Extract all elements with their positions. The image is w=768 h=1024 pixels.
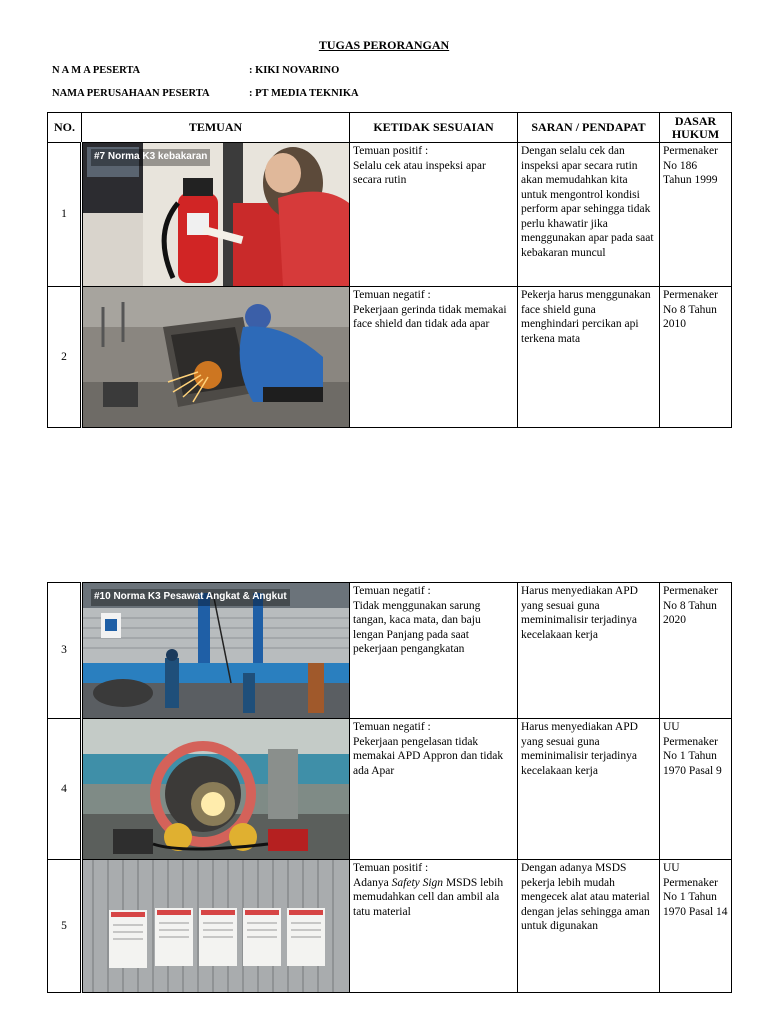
dasar-hukum-cell: Permenaker No 8 Tahun 2010 (660, 287, 732, 428)
msds-board-photo (83, 860, 349, 992)
finding-text: Pekerjaan gerinda tidak memakai face shield dan tidak ada apar (353, 303, 507, 330)
dasar-hukum-cell: Permenaker No 8 Tahun 2020 (660, 583, 732, 719)
findings-table-part-2 (47, 582, 732, 993)
header-saran: SARAN / PENDAPAT (518, 113, 660, 143)
finding-photo-grinding (82, 287, 350, 428)
table-header-row (48, 113, 732, 143)
table-row (48, 287, 732, 428)
participant-value: : KIKI NOVARINO (249, 65, 340, 76)
finding-photo-lifting (82, 583, 350, 719)
row-number: 5 (48, 860, 82, 993)
photo-caption-label: #7 Norma K3 kebakaran (91, 149, 210, 166)
ketidak-sesuaian-cell (350, 143, 518, 287)
table-row (48, 583, 732, 719)
finding-text-italic: Safety Sign (391, 876, 444, 889)
finding-text-suffix: MSDS lebih memudahkan cell dan ambil ala tatu material (353, 876, 504, 918)
ketidak-sesuaian-cell (350, 719, 518, 860)
finding-photo-fire-extinguisher (82, 143, 350, 287)
ketidak-sesuaian-cell (350, 583, 518, 719)
finding-photo-msds (82, 860, 350, 993)
header-no: NO. (48, 113, 82, 143)
finding-type: Temuan negatif : (353, 289, 431, 301)
welding-work-photo (83, 719, 349, 859)
saran-cell: Dengan adanya MSDS pekerja lebih mudah mengecek alat atau material dengan jelas sehingga aman untuk digunakan (518, 860, 660, 993)
finding-text: Pekerjaan pengelasan tidak memakai APD Appron dan tidak ada Apar (353, 735, 504, 777)
finding-type: Temuan negatif : (353, 585, 431, 597)
findings-table-part-1 (47, 112, 732, 428)
table-row (48, 143, 732, 287)
saran-cell: Pekerja harus menggunakan face shield guna menghindari percikan api terkena mata (518, 287, 660, 428)
finding-text: Tidak menggunakan sarung tangan, kaca mata, dan baju lengan Panjang pada saat pekerjaan pengangkatan (353, 599, 481, 655)
company-label: NAMA PERUSAHAAN PESERTA (52, 88, 210, 99)
document-title: TUGAS PERORANGAN (318, 38, 450, 52)
ketidak-sesuaian-cell (350, 287, 518, 428)
participant-label: N A M A PESERTA (52, 65, 141, 76)
header-ketidak-sesuaian: KETIDAK SESUAIAN (350, 113, 518, 143)
grinding-work-photo (83, 287, 349, 427)
saran-cell: Harus menyediakan APD yang sesuai guna meminimalisir terjadinya kecelakaan kerja (518, 719, 660, 860)
finding-photo-welding (82, 719, 350, 860)
saran-cell: Harus menyediakan APD yang sesuai guna meminimalisir terjadinya kecelakaan kerja (518, 583, 660, 719)
company-value: : PT MEDIA TEKNIKA (249, 88, 359, 99)
table-row (48, 860, 732, 993)
finding-text: Selalu cek atau inspeksi apar secara rutin (353, 159, 486, 186)
row-number: 3 (48, 583, 82, 719)
ketidak-sesuaian-cell (350, 860, 518, 993)
finding-type: Temuan negatif : (353, 721, 431, 733)
row-number: 2 (48, 287, 82, 428)
saran-cell: Dengan selalu cek dan inspeksi apar secara rutin akan memudahkan kita untuk mengontrol kondisi perform apar sehingga tidak perlu khawatir jika menggunakan apar pada saat kebakaran muncul (518, 143, 660, 287)
header-dasar-hukum: DASAR HUKUM (660, 113, 732, 143)
photo-caption-label: #10 Norma K3 Pesawat Angkat & Angkut (91, 589, 290, 606)
dasar-hukum-cell: Permenaker No 186 Tahun 1999 (660, 143, 732, 287)
dasar-hukum-cell: UU Permenaker No 1 Tahun 1970 Pasal 9 (660, 719, 732, 860)
row-number: 1 (48, 143, 82, 287)
finding-text-prefix: Adanya (353, 876, 392, 889)
row-number: 4 (48, 719, 82, 860)
finding-text (353, 876, 514, 920)
table-row (48, 719, 732, 860)
dasar-hukum-cell: UU Permenaker No 1 Tahun 1970 Pasal 14 (660, 860, 732, 993)
header-temuan: TEMUAN (82, 113, 350, 143)
finding-type: Temuan positif : (353, 145, 429, 157)
finding-type: Temuan positif : (353, 862, 429, 874)
